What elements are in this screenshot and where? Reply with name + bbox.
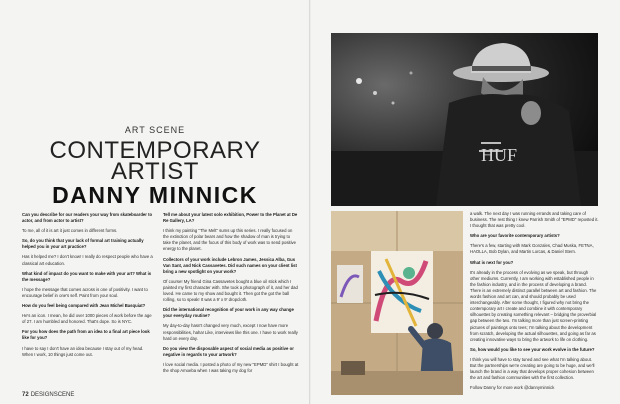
interview-question: So, do you think that your lack of formal art training actually helped you in your art practice? [22,238,144,250]
headline-artist-name: DANNY MINNICK [52,182,258,208]
interview-answer: a walk. The next day I was running errands and taking care of business. The rest thing I knew Parrish Smith of "EPMD" reposted it. I thought that was pretty cool. [470,211,599,229]
interview-question: For you how does the path from an idea to a final art piece look like for you? [22,329,150,341]
text-column-1 [22,212,153,362]
interview-question: Tell me about your latest solo exhibition, Power to the Planet at De Re Gallery, LA? [163,212,298,224]
photo-artist-portrait [331,33,598,206]
section-kicker: ART SCENE [124,125,186,135]
publication-name: DESIGNSCENE [30,392,75,398]
interview-question: Who are your favorite contemporary artists? [470,233,560,239]
photo-artist-painting [331,211,463,395]
interview-answer: Of course! My friend Gina Cassavetes bought a blue oil stick which I painted my first character with. She took a photograph of it, and her dad loved. He came to my show and bought it. Then got the got the ball rolling, so to speak! It was a 9' x 9' dropcloth. [163,278,298,303]
interview-answer: Has it helped me? I don't know! I really do respect people who have a classical art education. [22,254,153,266]
text-column-3 [470,211,599,395]
interview-question: What is next for you? [470,259,514,265]
page-number: 72 [22,392,29,398]
interview-answer: Follow Danny for more work @dannyminnick [470,385,555,391]
interview-answer: It's already in the process of evolving as we speak, but through other mediums. Currently, I am working with established people in the fashion industry, and in the process of developing a brand. There is an extremely distinct parallel between art and fashion. The words fashion and art can, and should probably be used interchangeably. After some thought, I figured why not bring the contemporary art I create and combine it with contemporary silhouettes by creating something relevant – bridging the proverbial gap between the two. I'm talking more than just screen-printing pictures of paintings onto tees; I'm talking about the development from scratch, developing the actual silhouettes, and going as far as creating innovative ways to bring the artwork to life on clothing. [470,269,597,342]
interview-answer: He's an icon. I mean, he did over 1000 pieces of work before the age of 27. I am humbled and honored. That's dope. So is NYC. [22,313,152,325]
interview-question: How do you feel being compared with Jean Michel Basquiat? [22,303,146,309]
studio-image [331,211,463,395]
page-footer [22,392,74,398]
headline-line-2: ARTIST [111,158,199,185]
interview-answer: I have to say I don't have an idea because I stay out of my head. When I work, 10 things just come out. [22,345,144,357]
portrait-image [331,33,598,206]
interview-question: Collectors of your work include Lebron James, Jessica Alba, Gus Van Sant, and Nick Cassavetes. Did such names on your client list bring a new spotlight on your work? [163,256,297,274]
jacket-logo-text: HUF [481,145,518,165]
interview-question: So, how would you like to see your work evolve in the future? [470,346,595,352]
interview-answer: My day-to-day hasn't changed very much, except I now have more responsibilities, haha! Like, interviews like this one. I have to work really hard on every day. [163,323,298,341]
interview-question: Did the international recognition of your work in any way change your everyday routine? [163,307,294,319]
interview-answer: I think my painting "The Melt" sums up this series. I really focused on the extinction of polar bears and how the shadow of man is trying to take the planet, and the focus of this body of work was to send positive energy to the planet. [163,228,297,252]
interview-question: Do you view the disposable aspect of social media as positive or negative in regards to your artwork? [163,345,294,357]
interview-answer: There's a few, starting with Mark Gonzales, Chad Muska, FETNA, HAOLLA, Bob Dylan, and Martin Lorcas, & Daniel Stern. [470,243,594,255]
interview-question: What kind of impact do you want to make with your art? What is the message? [22,270,152,282]
interview-question: Can you describe for our readers your way from skateboarder to actor, and from actor to artist? [22,212,153,224]
interview-answer: To me, all of it is art it just comes in different forms. [22,228,118,234]
text-column-2 [163,212,299,378]
interview-answer: I love social media. I posted a photo of my new "EPMD" shirt I bought at the shop Amoeba when I was taking my dog for [163,361,299,373]
interview-answer: I think you will have to stay tuned and see what I'm talking about. But the partnerships we're creating are going to be huge, and we'll launch the brand in a way that develops proper cohesion between the art and fashion communities with the first collection. [470,356,595,381]
interview-answer: I hope the message that comes across is one of positivity. I want to encourage belief in one's self. Paint from your soul. [22,286,148,298]
headline-line-1: CONTEMPORARY [49,137,261,164]
